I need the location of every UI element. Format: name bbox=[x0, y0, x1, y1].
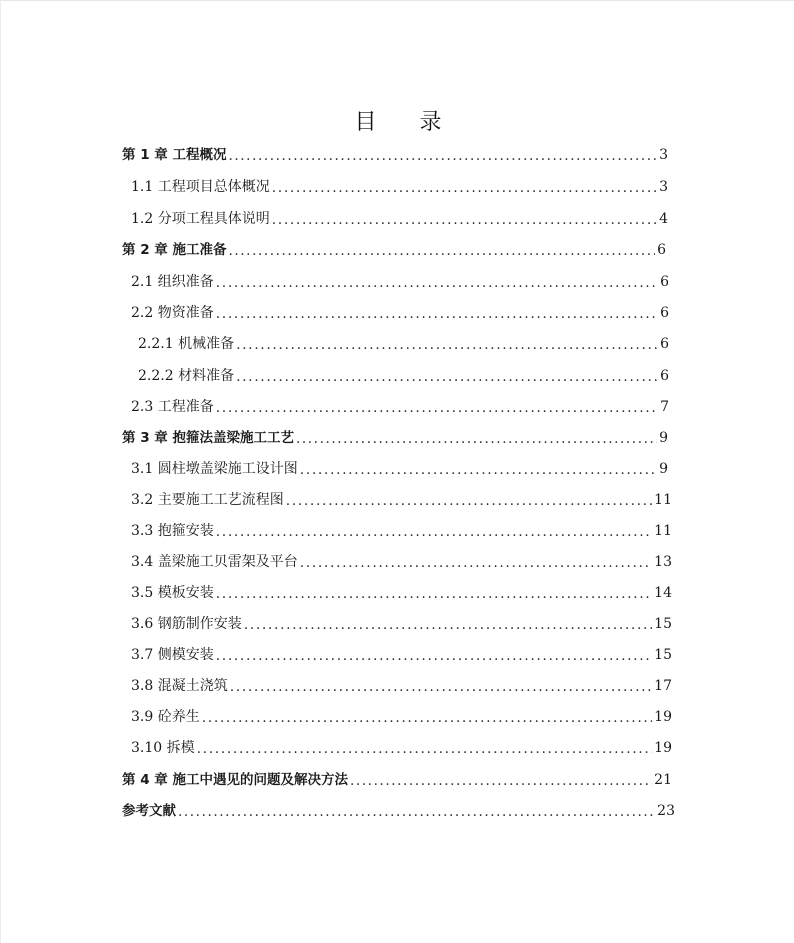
toc-entry-chapter-4[interactable] bbox=[122, 768, 672, 792]
toc-entry-page: 9 bbox=[659, 461, 668, 477]
toc-entry-section-2-3[interactable] bbox=[131, 395, 669, 419]
toc-entry-page: 11 bbox=[654, 523, 672, 539]
toc-entry-label: 3.1 圆柱墩盖梁施工设计图 bbox=[131, 461, 298, 477]
toc-entry-section-1-1[interactable] bbox=[131, 175, 668, 199]
toc-entry-page: 6 bbox=[660, 305, 669, 321]
dot-leader bbox=[216, 271, 658, 295]
toc-entry-label: 3.5 模板安装 bbox=[131, 585, 214, 601]
toc-entry-page: 6 bbox=[660, 368, 669, 384]
toc-entry-page: 7 bbox=[660, 399, 669, 415]
dot-leader bbox=[202, 706, 652, 730]
toc-entry-page: 6 bbox=[660, 274, 669, 290]
toc-entry-page: 15 bbox=[654, 616, 672, 632]
toc-entry-references[interactable] bbox=[122, 799, 675, 823]
toc-entry-section-3-10[interactable] bbox=[131, 736, 672, 760]
toc-entry-page: 19 bbox=[654, 740, 672, 756]
dot-leader bbox=[286, 489, 652, 513]
toc-entry-section-3-1[interactable] bbox=[131, 457, 668, 481]
toc-entry-label: 2.3 工程准备 bbox=[131, 399, 214, 415]
toc-entry-label: 第 2 章 施工准备 bbox=[122, 242, 227, 258]
dot-leader bbox=[178, 800, 655, 824]
toc-entry-page: 19 bbox=[654, 709, 672, 725]
toc-entry-page: 21 bbox=[654, 772, 672, 788]
dot-leader bbox=[236, 365, 658, 389]
toc-entry-section-3-4[interactable] bbox=[131, 550, 672, 574]
toc-entry-section-2-1[interactable] bbox=[131, 270, 669, 294]
toc-entry-label: 第 4 章 施工中遇见的问题及解决方法 bbox=[122, 772, 348, 788]
dot-leader bbox=[350, 769, 652, 793]
dot-leader bbox=[216, 396, 658, 420]
toc-entry-page: 14 bbox=[654, 585, 672, 601]
toc-entry-page: 6 bbox=[657, 242, 666, 258]
toc-entry-label: 参考文献 bbox=[122, 803, 176, 819]
toc-entry-label: 3.6 钢筋制作安装 bbox=[131, 616, 242, 632]
toc-entry-section-3-6[interactable] bbox=[131, 612, 672, 636]
toc-entry-section-1-2[interactable] bbox=[131, 207, 668, 231]
toc-entry-page: 13 bbox=[654, 554, 672, 570]
toc-entry-page: 15 bbox=[654, 647, 672, 663]
dot-leader bbox=[300, 551, 652, 575]
dot-leader bbox=[216, 644, 652, 668]
toc-entry-label: 3.9 砼养生 bbox=[131, 709, 200, 725]
dot-leader bbox=[216, 302, 658, 326]
toc-entry-section-3-5[interactable] bbox=[131, 581, 672, 605]
toc-entry-chapter-3[interactable] bbox=[122, 426, 668, 450]
dot-leader bbox=[229, 239, 656, 263]
toc-entry-label: 第 3 章 抱箍法盖梁施工工艺 bbox=[122, 430, 294, 446]
toc-entry-section-3-9[interactable] bbox=[131, 705, 672, 729]
toc-entry-label: 3.2 主要施工工艺流程图 bbox=[131, 492, 284, 508]
toc-entry-page: 3 bbox=[659, 147, 668, 163]
dot-leader bbox=[296, 427, 657, 451]
toc-entry-section-3-2[interactable] bbox=[131, 488, 672, 512]
toc-entry-page: 17 bbox=[654, 678, 672, 694]
toc-entry-page: 23 bbox=[657, 803, 675, 819]
toc-entry-label: 第 1 章 工程概况 bbox=[122, 147, 227, 163]
toc-entry-chapter-1[interactable] bbox=[122, 143, 668, 167]
page-title: 目 录 bbox=[354, 110, 460, 135]
toc-entry-label: 3.3 抱箍安装 bbox=[131, 523, 214, 539]
toc-entry-section-3-3[interactable] bbox=[131, 519, 672, 543]
toc-entry-label: 2.2.1 机械准备 bbox=[138, 336, 235, 352]
toc-entry-section-3-7[interactable] bbox=[131, 643, 672, 667]
toc-entry-chapter-2[interactable] bbox=[122, 238, 666, 262]
toc-entry-label: 3.10 拆模 bbox=[131, 740, 195, 756]
dot-leader bbox=[272, 208, 657, 232]
toc-entry-label: 3.8 混凝土浇筑 bbox=[131, 678, 228, 694]
toc-entry-page: 11 bbox=[654, 492, 672, 508]
toc-entry-page: 4 bbox=[659, 211, 668, 227]
toc-entry-page: 3 bbox=[659, 179, 668, 195]
dot-leader bbox=[229, 144, 658, 168]
toc-entry-section-2-2[interactable] bbox=[131, 301, 669, 325]
dot-leader bbox=[197, 737, 653, 761]
toc-entry-label: 2.2.2 材料准备 bbox=[138, 368, 235, 384]
toc-entry-label: 2.2 物资准备 bbox=[131, 305, 214, 321]
toc-entry-subsection-2-2-2[interactable] bbox=[138, 364, 669, 388]
toc-entry-label: 2.1 组织准备 bbox=[131, 274, 214, 290]
dot-leader bbox=[300, 458, 657, 482]
dot-leader bbox=[236, 333, 658, 357]
dot-leader bbox=[244, 613, 652, 637]
toc-entry-label: 1.2 分项工程具体说明 bbox=[131, 211, 270, 227]
toc-entry-label: 3.4 盖梁施工贝雷架及平台 bbox=[131, 554, 298, 570]
toc-entry-label: 1.1 工程项目总体概况 bbox=[131, 179, 270, 195]
dot-leader bbox=[272, 176, 657, 200]
toc-entry-label: 3.7 侧模安装 bbox=[131, 647, 214, 663]
toc-entry-section-3-8[interactable] bbox=[131, 674, 672, 698]
dot-leader bbox=[216, 582, 652, 606]
toc-entry-page: 9 bbox=[659, 430, 668, 446]
toc-entry-page: 6 bbox=[660, 336, 669, 352]
dot-leader bbox=[230, 675, 652, 699]
toc-entry-subsection-2-2-1[interactable] bbox=[138, 332, 669, 356]
dot-leader bbox=[216, 520, 652, 544]
